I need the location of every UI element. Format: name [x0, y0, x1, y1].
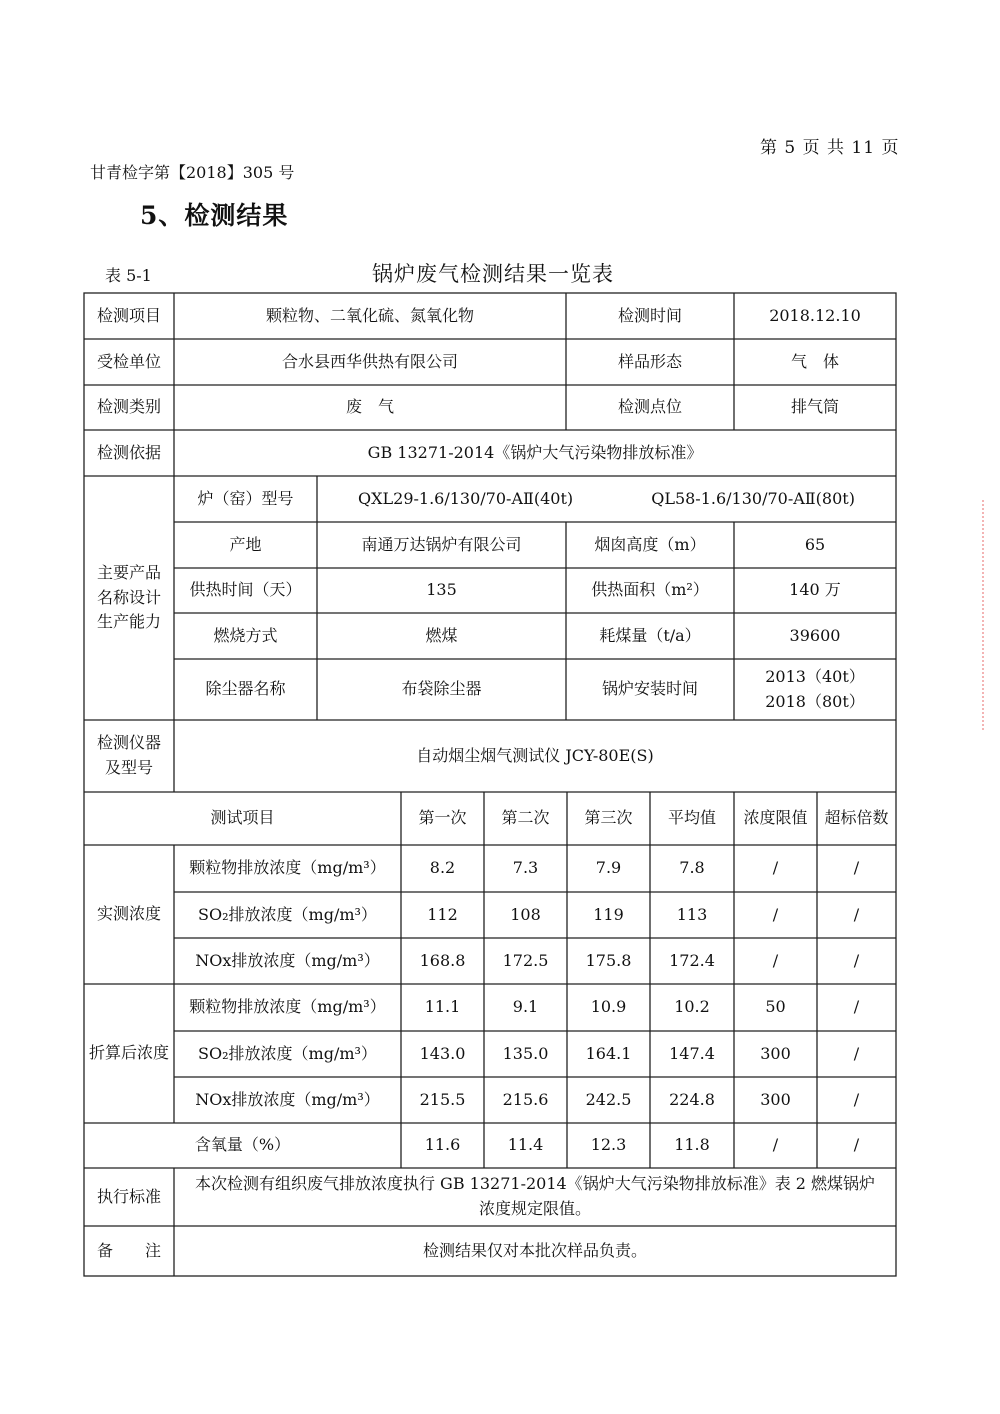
standard-value-line-1: 本次检测有组织废气排放浓度执行 GB 13271-2014《锅炉大气污染物排放标准》表 2 燃煤锅炉	[194, 1174, 876, 1194]
result-cell: 215.6	[502, 1089, 549, 1109]
results-header-average: 平均值	[667, 808, 716, 828]
result-cell: 7.3	[512, 858, 539, 878]
result-cell: 10.2	[674, 997, 710, 1017]
results-header-exceed: 超标倍数	[824, 808, 889, 828]
result-cell: 172.5	[502, 950, 549, 970]
basis-value: GB 13271-2014《锅炉大气污染物排放标准》	[367, 442, 703, 462]
instrument-label-line-1: 检测仪器	[96, 733, 161, 753]
result-cell: 7.9	[595, 858, 622, 878]
result-cell: 8.2	[429, 858, 456, 878]
result-cell: 224.8	[669, 1089, 715, 1109]
page-number: 第 5 页 共 11 页	[760, 138, 900, 158]
result-cell: 135.0	[502, 1043, 549, 1063]
origin-label: 产地	[229, 534, 262, 554]
area-value: 140 万	[789, 580, 841, 600]
days-value: 135	[426, 580, 457, 600]
result-cell: 300	[760, 1043, 791, 1063]
result-cell: 175.8	[585, 950, 632, 970]
instrument-value: 自动烟尘烟气测试仪 JCY-80E(S)	[416, 745, 654, 765]
result-cell: 10.9	[590, 997, 627, 1017]
chimney-value: 65	[804, 534, 826, 554]
result-cell: 215.5	[419, 1089, 466, 1109]
standard-value	[174, 1168, 896, 1226]
model-value-1: QXL29-1.6/130/70-AⅡ(40t)	[358, 488, 574, 508]
install-value-1: 2013（40t）	[765, 666, 865, 686]
model-values	[317, 476, 896, 522]
result-cell: /	[853, 904, 860, 924]
dust-label: 除尘器名称	[205, 679, 286, 699]
chimney-label: 烟囱高度（m）	[594, 534, 706, 554]
origin-value: 南通万达锅炉有限公司	[361, 534, 522, 554]
results-header-1: 第一次	[418, 808, 467, 828]
product-group-label: 主要产品名称设计生产能力	[96, 562, 161, 632]
result-row-name: 颗粒物排放浓度（mg/m³）	[189, 997, 386, 1017]
result-cell: 147.4	[669, 1043, 715, 1063]
result-cell: /	[853, 997, 860, 1017]
result-row-name: NOx排放浓度（mg/m³）	[195, 1089, 380, 1109]
result-row-name: SO₂排放浓度（mg/m³）	[198, 904, 377, 924]
converted-group-label: 折算后浓度	[88, 1043, 169, 1063]
oxygen-cell: 12.3	[590, 1135, 627, 1155]
measured-group-label: 实测浓度	[96, 904, 161, 924]
result-cell: 50	[765, 997, 786, 1017]
burn-label: 燃烧方式	[213, 625, 278, 645]
results-header-item: 测试项目	[210, 808, 275, 828]
category-label: 检测类别	[96, 397, 161, 417]
document-number: 甘青检字第【2018】305 号	[90, 163, 295, 182]
unit-value: 合水县西华供热有限公司	[281, 351, 458, 371]
item-label: 检测项目	[96, 305, 161, 325]
standard-label: 执行标准	[96, 1186, 161, 1206]
result-cell: 242.5	[585, 1089, 632, 1109]
result-row-name: SO₂排放浓度（mg/m³）	[198, 1043, 377, 1063]
point-value: 排气筒	[790, 397, 839, 417]
basis-label: 检测依据	[96, 442, 161, 462]
time-label: 检测时间	[617, 305, 682, 325]
result-cell: 300	[760, 1089, 791, 1109]
coal-label: 耗煤量（t/a）	[599, 625, 701, 645]
coal-value: 39600	[789, 625, 841, 645]
result-cell: /	[772, 904, 779, 924]
result-cell: 168.8	[419, 950, 466, 970]
oxygen-cell: 11.4	[507, 1135, 544, 1155]
standard-value-line-2: 浓度规定限值。	[478, 1199, 591, 1218]
instrument-label	[84, 720, 174, 792]
point-label: 检测点位	[617, 397, 682, 417]
remark-value: 检测结果仅对本批次样品负责。	[422, 1240, 647, 1260]
days-label: 供热时间（天）	[189, 580, 302, 600]
table-number: 表 5-1	[105, 266, 152, 285]
dust-value: 布袋除尘器	[401, 679, 482, 699]
section-title: 5、检测结果	[140, 201, 289, 230]
result-cell: 172.4	[669, 950, 715, 970]
results-header-limit: 浓度限值	[743, 808, 808, 828]
unit-label: 受检单位	[96, 351, 161, 371]
install-values	[734, 659, 896, 720]
form-value: 气 体	[790, 351, 839, 371]
oxygen-cell: /	[772, 1135, 779, 1155]
table-title: 锅炉废气检测结果一览表	[372, 262, 614, 286]
results-header-3: 第三次	[584, 808, 633, 828]
result-cell: 112	[427, 904, 458, 924]
results-header-2: 第二次	[501, 808, 550, 828]
stamp-mark	[982, 500, 998, 730]
burn-value: 燃煤	[425, 625, 458, 645]
result-cell: 119	[593, 904, 624, 924]
result-cell: /	[853, 950, 860, 970]
instrument-label-line-2: 及型号	[104, 758, 153, 777]
model-label: 炉（窑）型号	[197, 488, 294, 508]
time-value: 2018.12.10	[769, 305, 861, 325]
result-cell: 9.1	[512, 997, 539, 1017]
result-cell: 108	[510, 904, 541, 924]
model-value-2: QL58-1.6/130/70-AⅡ(80t)	[651, 488, 855, 508]
oxygen-cell: 11.8	[674, 1135, 710, 1155]
result-cell: /	[853, 1043, 860, 1063]
result-cell: /	[853, 1089, 860, 1109]
category-value: 废 气	[345, 397, 394, 417]
result-row-name: 颗粒物排放浓度（mg/m³）	[189, 858, 386, 878]
result-cell: /	[772, 950, 779, 970]
result-cell: /	[772, 858, 779, 878]
install-value-2: 2018（80t）	[765, 691, 865, 711]
oxygen-row-name: 含氧量（%）	[194, 1135, 291, 1155]
result-cell: 164.1	[585, 1043, 632, 1063]
result-cell: 11.1	[424, 997, 461, 1017]
result-cell: 7.8	[679, 858, 705, 878]
install-label: 锅炉安装时间	[601, 679, 698, 699]
result-cell: 143.0	[419, 1043, 466, 1063]
item-value: 颗粒物、二氧化硫、氮氧化物	[265, 305, 474, 325]
area-label: 供热面积（m²）	[591, 580, 709, 600]
oxygen-cell: 11.6	[424, 1135, 461, 1155]
result-row-name: NOx排放浓度（mg/m³）	[195, 950, 380, 970]
result-cell: /	[853, 858, 860, 878]
form-label: 样品形态	[617, 351, 682, 371]
oxygen-cell: /	[853, 1135, 860, 1155]
remark-label: 备 注	[96, 1240, 161, 1260]
result-cell: 113	[676, 904, 708, 924]
